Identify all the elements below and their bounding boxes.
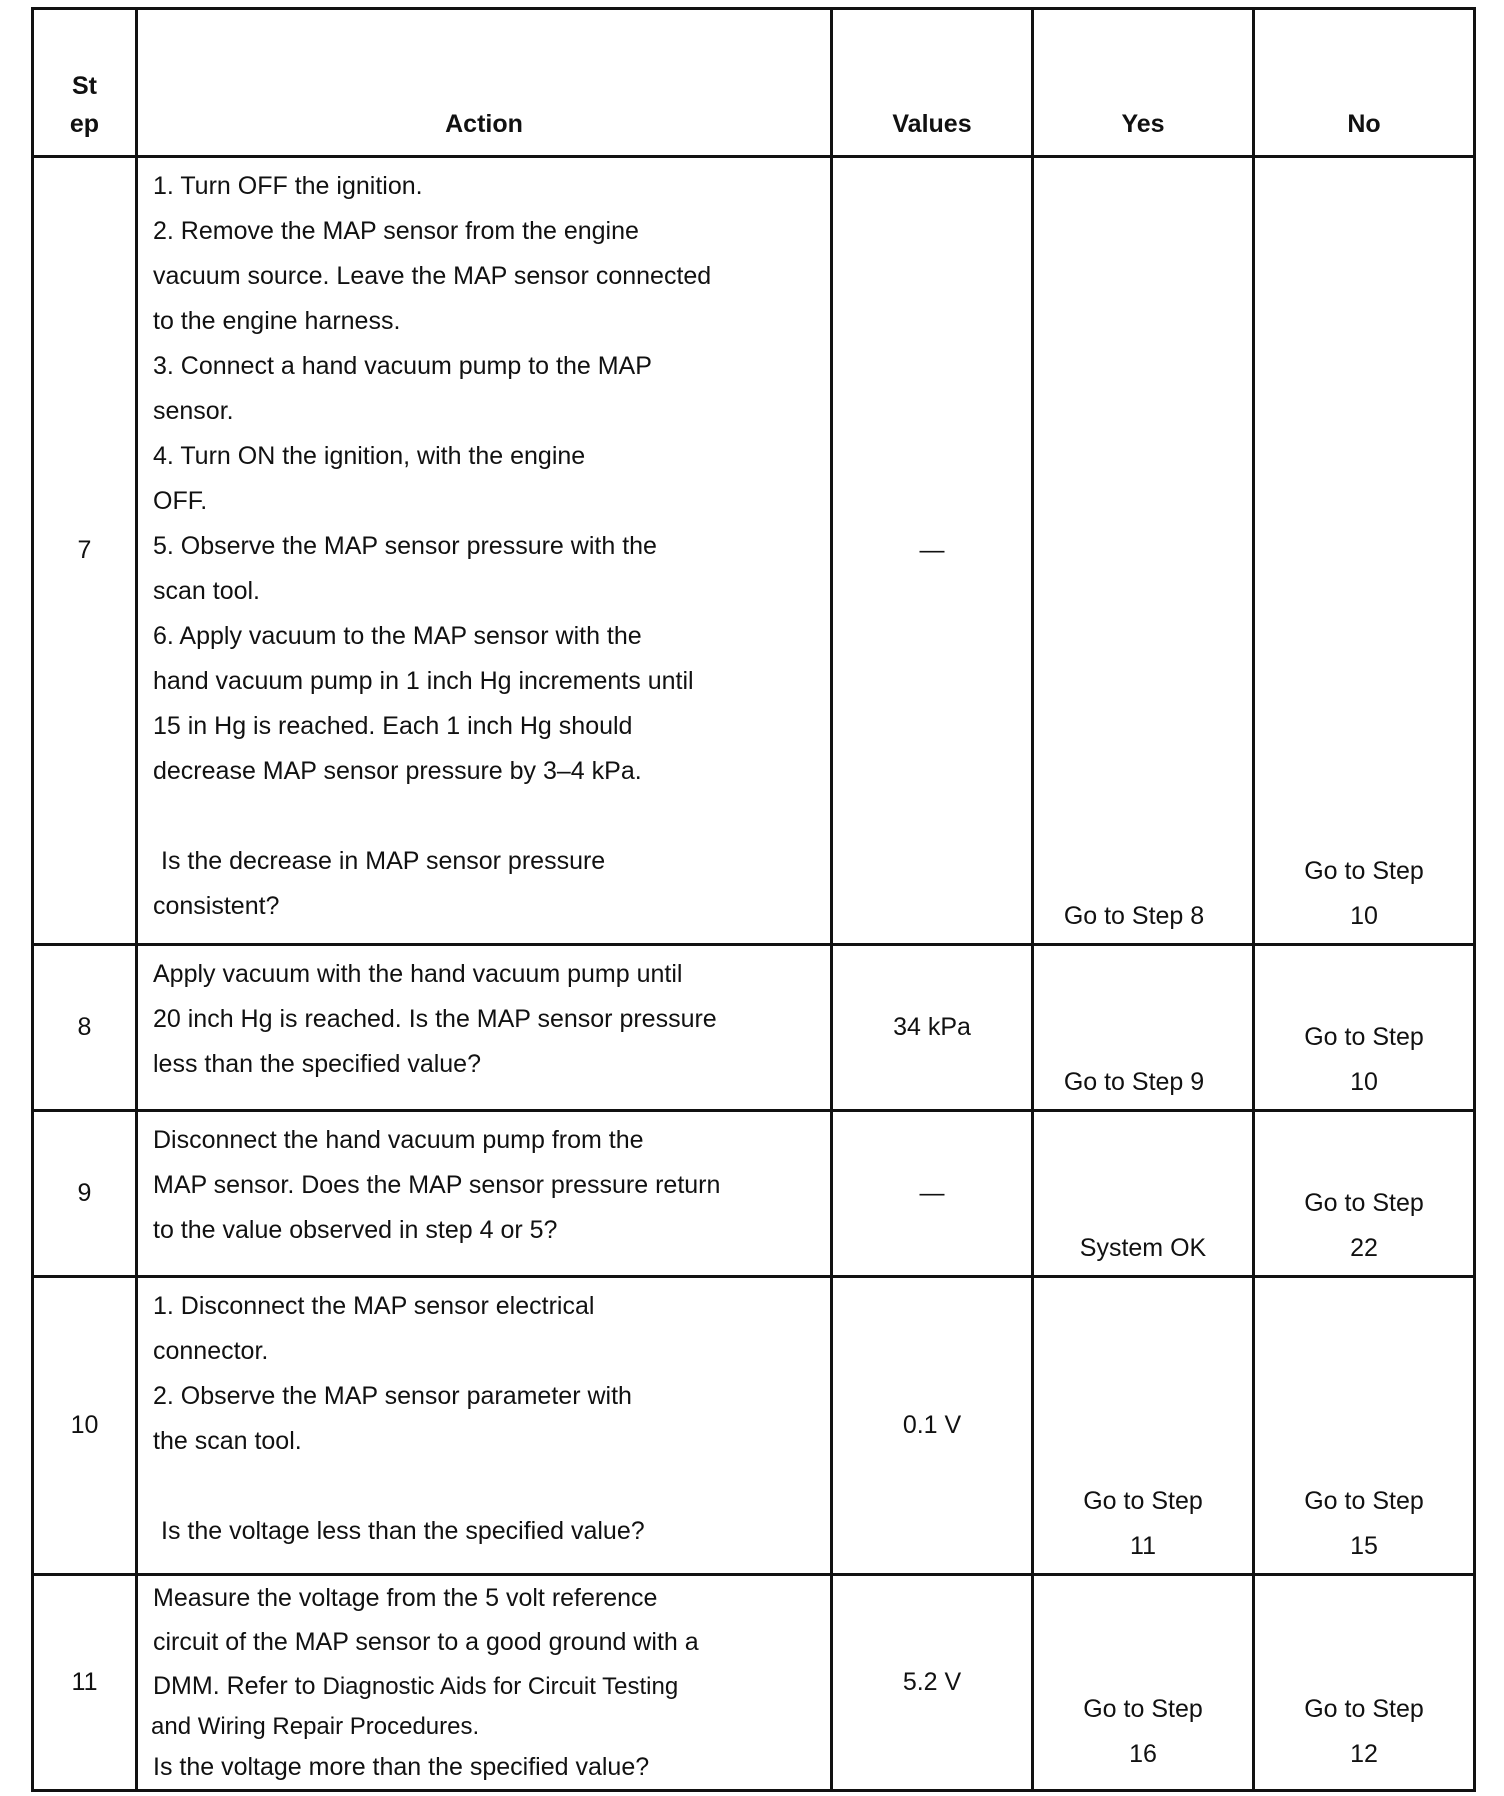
- action-question: Is the voltage more than the specified value?: [153, 1753, 650, 1781]
- step-number: 8: [33, 945, 137, 1111]
- header-action: Action: [137, 9, 832, 157]
- action-cell: [137, 945, 832, 1111]
- yes-cell: [1033, 157, 1254, 945]
- header-values: Values: [832, 9, 1033, 157]
- action-line: 3. Connect a hand vacuum pump to the MAP: [153, 352, 652, 380]
- no-link[interactable]: Go to Step: [1304, 1695, 1424, 1723]
- diagnostic-table-container: [31, 7, 1473, 1792]
- header-step: St ep: [33, 9, 137, 157]
- table-row-step-8: [33, 945, 1475, 1111]
- no-cell: [1254, 1111, 1475, 1277]
- action-line: 4. Turn ON the ignition, with the engine: [153, 442, 586, 470]
- diagnostic-aids-link[interactable]: Diagnostic Aids for Circuit Testing: [322, 1673, 679, 1700]
- no-link-step[interactable]: 10: [1350, 1068, 1378, 1096]
- no-link[interactable]: Go to Step: [1304, 1023, 1424, 1051]
- value-cell: —: [832, 157, 1033, 945]
- table-row-step-10: [33, 1277, 1475, 1575]
- action-line: 1. Disconnect the MAP sensor electrical: [153, 1292, 595, 1320]
- action-line: 5. Observe the MAP sensor pressure with the: [153, 532, 657, 560]
- value-cell: —: [832, 1111, 1033, 1277]
- action-line: 6. Apply vacuum to the MAP sensor with the: [153, 622, 642, 650]
- action-question: consistent?: [153, 892, 280, 920]
- step-number: 7: [33, 157, 137, 945]
- action-line: 20 inch Hg is reached. Is the MAP sensor pressure: [153, 1005, 717, 1033]
- yes-link[interactable]: Go to Step 8: [1063, 902, 1205, 930]
- yes-link-step[interactable]: 16: [1129, 1740, 1157, 1768]
- action-line: connector.: [153, 1337, 269, 1365]
- action-line: the scan tool.: [153, 1427, 302, 1455]
- yes-link[interactable]: Go to Step 9: [1063, 1068, 1205, 1096]
- action-line: vacuum source. Leave the MAP sensor connected: [153, 262, 712, 290]
- no-link-step[interactable]: 12: [1350, 1740, 1378, 1768]
- action-line: Apply vacuum with the hand vacuum pump until: [153, 960, 683, 988]
- action-line: 2. Remove the MAP sensor from the engine: [153, 217, 639, 245]
- yes-cell: [1033, 1277, 1254, 1575]
- yes-link[interactable]: Go to Step: [1083, 1695, 1203, 1723]
- action-line: hand vacuum pump in 1 inch Hg increments until: [153, 667, 694, 695]
- action-line: MAP sensor. Does the MAP sensor pressure return: [153, 1171, 721, 1199]
- action-line: OFF.: [153, 487, 208, 515]
- action-cell: [137, 1277, 832, 1575]
- action-line: Disconnect the hand vacuum pump from the: [153, 1126, 644, 1154]
- step-number: 11: [33, 1575, 137, 1791]
- action-line: DMM. Refer to Diagnostic Aids for Circuit Testing: [153, 1672, 679, 1700]
- value-cell: 34 kPa: [832, 945, 1033, 1111]
- action-line: Measure the voltage from the 5 volt reference: [153, 1584, 658, 1612]
- step-number: 9: [33, 1111, 137, 1277]
- action-line: decrease MAP sensor pressure by 3–4 kPa.: [153, 757, 642, 785]
- action-line: to the engine harness.: [153, 307, 401, 335]
- header-no: No: [1254, 9, 1475, 157]
- action-line: to the value observed in step 4 or 5?: [153, 1216, 558, 1244]
- yes-link[interactable]: System OK: [1079, 1234, 1207, 1262]
- action-cell: [137, 157, 832, 945]
- no-link-step[interactable]: 10: [1350, 902, 1378, 930]
- no-cell: [1254, 1575, 1475, 1791]
- action-question: Is the voltage less than the specified value?: [161, 1517, 645, 1545]
- yes-cell: [1033, 945, 1254, 1111]
- value-cell: 0.1 V: [832, 1277, 1033, 1575]
- action-line: 2. Observe the MAP sensor parameter with: [153, 1382, 632, 1410]
- no-link[interactable]: Go to Step: [1304, 1487, 1424, 1515]
- action-line: scan tool.: [153, 577, 261, 605]
- action-question: Is the decrease in MAP sensor pressure: [161, 847, 606, 875]
- value-cell: 5.2 V: [832, 1575, 1033, 1791]
- yes-link-step[interactable]: 11: [1130, 1532, 1156, 1560]
- no-cell: [1254, 945, 1475, 1111]
- action-line: circuit of the MAP sensor to a good ground with a: [153, 1628, 699, 1656]
- table-row-step-11: [33, 1575, 1475, 1791]
- yes-cell: [1033, 1575, 1254, 1791]
- diagnostic-table: [31, 7, 1476, 1792]
- no-cell: [1254, 1277, 1475, 1575]
- no-link-step[interactable]: 15: [1350, 1532, 1378, 1560]
- action-cell: [137, 1575, 832, 1791]
- yes-link[interactable]: Go to Step: [1083, 1487, 1203, 1515]
- action-line: less than the specified value?: [153, 1050, 481, 1078]
- header-row: [33, 9, 1475, 157]
- no-link[interactable]: Go to Step: [1304, 1189, 1424, 1217]
- no-link[interactable]: Go to Step: [1304, 857, 1424, 885]
- step-number: 10: [33, 1277, 137, 1575]
- table-row-step-9: [33, 1111, 1475, 1277]
- wiring-repair-link[interactable]: and Wiring Repair Procedures.: [151, 1713, 480, 1740]
- action-line: 1. Turn OFF the ignition.: [153, 172, 423, 200]
- header-yes: Yes: [1033, 9, 1254, 157]
- action-line: 15 in Hg is reached. Each 1 inch Hg should: [153, 712, 633, 740]
- no-link-step[interactable]: 22: [1350, 1234, 1378, 1262]
- table-row-step-7: [33, 157, 1475, 945]
- action-line: sensor.: [153, 397, 234, 425]
- no-cell: [1254, 157, 1475, 945]
- yes-cell: [1033, 1111, 1254, 1277]
- action-cell: [137, 1111, 832, 1277]
